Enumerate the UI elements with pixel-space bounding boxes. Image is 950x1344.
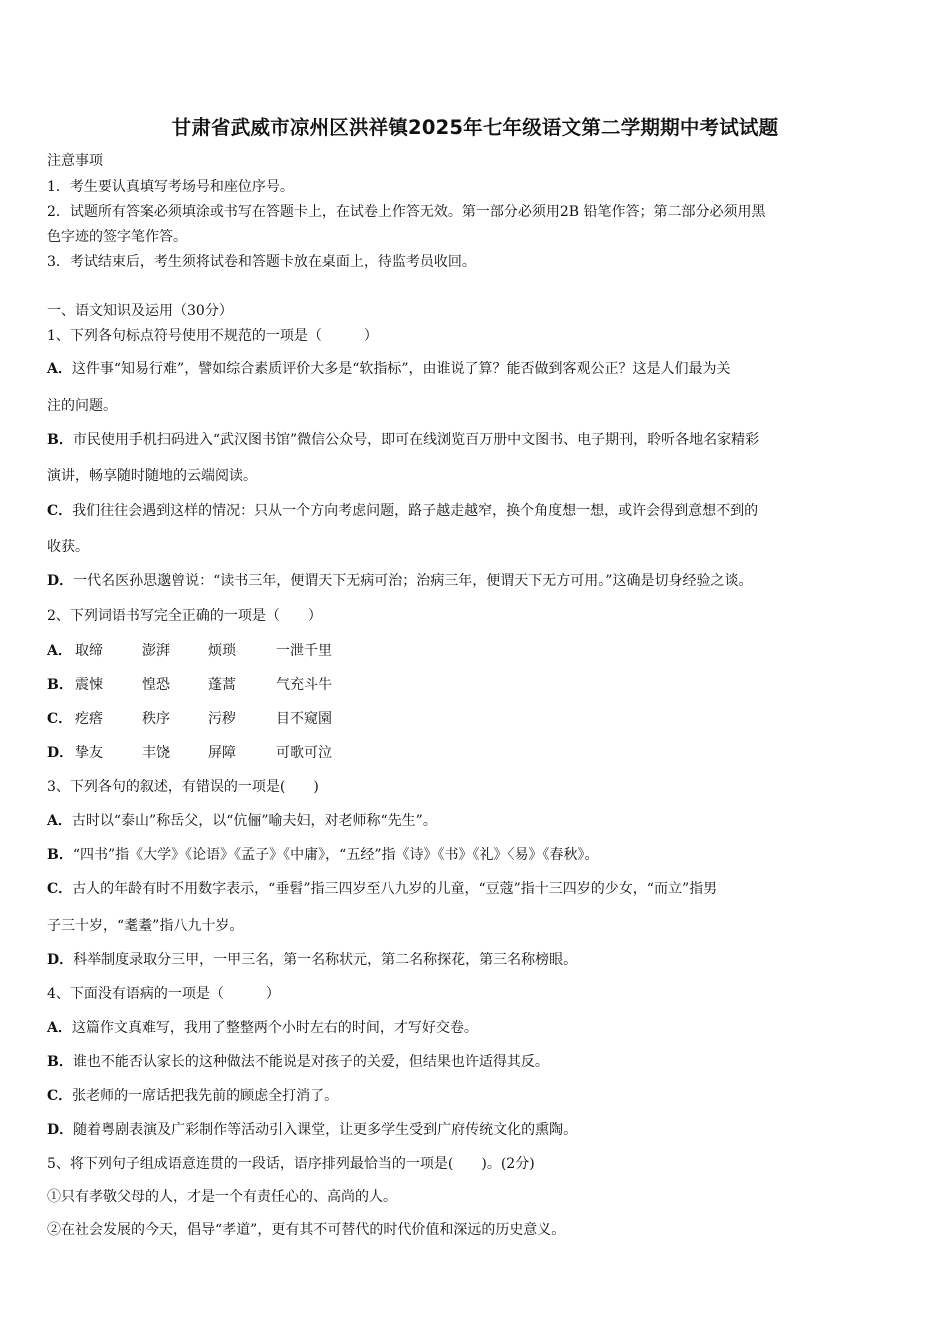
question-stem: 5、将下列句子组成语意连贯的一段话，语序排列最恰当的一项是( )。(2分) <box>47 1156 535 1172</box>
sentence-item: ①只有孝敬父母的人，才是一个有责任心的、高尚的人。 <box>47 1189 397 1205</box>
word-option: 屏障 <box>208 745 236 761</box>
word-option: 震悚 <box>75 677 103 693</box>
word-option: 澎湃 <box>142 643 170 659</box>
option-text: 我们往往会遇到这样的情况：只从一个方向考虑问题，路子越走越窄，换个角度想一想，或许会得到意想不到的 <box>72 503 759 519</box>
option-a <box>47 360 731 378</box>
notice-item: 色字迹的签字笔作答。 <box>47 229 187 245</box>
option-text: 市民使用手机扫码进入“武汉图书馆”微信公众号，即可在线浏览百万册中文图书、电子期刊，聆听各地名家精彩 <box>72 432 760 448</box>
option-label: C． <box>47 711 73 727</box>
option-label: D． <box>47 1122 74 1138</box>
question-stem: 4、下面没有语病的一项是（ ） <box>47 986 280 1002</box>
option-c <box>47 1087 338 1105</box>
word-option: 污秽 <box>208 711 236 727</box>
option-label: D． <box>47 952 74 968</box>
notice-heading: 注意事项 <box>47 153 103 169</box>
option-b <box>47 846 598 864</box>
option-text: 古时以“泰山”称岳父，以“伉俪”喻夫妇，对老师称“先生”。 <box>71 813 437 829</box>
option-text: 这件事“知易行难”，譬如综合素质评价大多是“软指标”，由谁说了算？能否做到客观公正？这是人们最为关 <box>71 361 731 377</box>
option-text-continued: 注的问题。 <box>47 398 117 414</box>
word-option: 可歌可泣 <box>276 745 332 761</box>
word-option: 目不窥園 <box>276 711 332 727</box>
page-title: 甘肃省武威市凉州区洪祥镇2025年七年级语文第二学期期中考试试题 <box>171 116 779 139</box>
word-option: 挚友 <box>75 745 103 761</box>
section-heading: 一、语文知识及运用（30分） <box>47 303 233 319</box>
notice-item: 2．试题所有答案必须填涂或书写在答题卡上，在试卷上作答无效。第一部分必须用2B 铅笔作答；第二部分必须用黑 <box>47 204 766 220</box>
question-stem: 3、下列各句的叙述，有错误的一项是( ) <box>47 779 319 795</box>
option-text: 科举制度录取分三甲，一甲三名，第一名称状元，第二名称探花，第三名称榜眼。 <box>73 952 578 968</box>
option-text: 一代名医孙思邈曾说：“读书三年，便谓天下无病可治；治病三年，便谓天下无方可用。”这确是切身经验之谈。 <box>73 573 753 589</box>
word-option: 疙瘩 <box>75 711 103 727</box>
option-label: A． <box>47 813 72 829</box>
option-text-continued: 子三十岁，“耄耋”指八九十岁。 <box>47 918 244 934</box>
option-text: 张老师的一席话把我先前的顾虑全打消了。 <box>72 1088 339 1104</box>
option-label: D． <box>47 573 74 589</box>
option-c <box>47 880 717 898</box>
option-label: C． <box>47 1088 73 1104</box>
word-option: 气充斗牛 <box>276 677 332 693</box>
option-label: B． <box>47 847 73 863</box>
option-a <box>47 812 437 830</box>
word-option: 惶恐 <box>142 677 170 693</box>
option-d <box>47 572 752 590</box>
option-label: B． <box>47 1054 73 1070</box>
option-b <box>47 431 759 449</box>
option-label: B． <box>47 432 73 448</box>
option-label: C． <box>47 881 73 897</box>
option-label: B． <box>47 677 73 693</box>
option-text-continued: 收获。 <box>47 539 89 555</box>
option-label: A． <box>47 1020 72 1036</box>
word-option: 烦琐 <box>208 643 236 659</box>
option-label: D． <box>47 745 74 761</box>
option-label: C． <box>47 503 73 519</box>
word-option: 秩序 <box>142 711 170 727</box>
word-option: 丰饶 <box>142 745 170 761</box>
option-text: 古人的年龄有时不用数字表示，“垂髫”指三四岁至八九岁的儿童，“豆蔻”指十三四岁的少女，“而立”指男 <box>72 881 718 897</box>
option-text-continued: 演讲，畅享随时随地的云端阅读。 <box>47 468 257 484</box>
question-stem: 2、下列词语书写完全正确的一项是（ ） <box>47 608 322 624</box>
word-option: 蓬蒿 <box>208 677 236 693</box>
word-option: 一泄千里 <box>276 643 332 659</box>
option-d <box>47 951 577 969</box>
option-text: 谁也不能否认家长的这种做法不能说是对孩子的关爱，但结果也许适得其反。 <box>72 1054 549 1070</box>
notice-item: 3．考试结束后，考生须将试卷和答题卡放在桌面上，待监考员收回。 <box>47 254 476 270</box>
option-b <box>47 1053 549 1071</box>
option-text: 这篇作文真难写，我用了整整两个小时左右的时间，才写好交卷。 <box>71 1020 478 1036</box>
word-option: 取缔 <box>75 643 103 659</box>
option-label: A． <box>47 361 72 377</box>
option-a <box>47 1019 478 1037</box>
option-c <box>47 502 758 520</box>
option-d <box>47 1121 577 1139</box>
sentence-item: ②在社会发展的今天，倡导“孝道”，更有其不可替代的时代价值和深远的历史意义。 <box>47 1222 566 1238</box>
question-stem: 1、下列各句标点符号使用不规范的一项是（ ） <box>47 328 378 344</box>
notice-item: 1．考生要认真填写考场号和座位序号。 <box>47 179 294 195</box>
option-text: “四书”指《大学》《论语》《孟子》《中庸》，“五经”指《诗》《书》《礼》〈易》《春秋》。 <box>72 847 599 863</box>
option-label: A． <box>47 643 72 659</box>
option-text: 随着粤剧表演及广彩制作等活动引入课堂，让更多学生受到广府传统文化的熏陶。 <box>73 1122 578 1138</box>
